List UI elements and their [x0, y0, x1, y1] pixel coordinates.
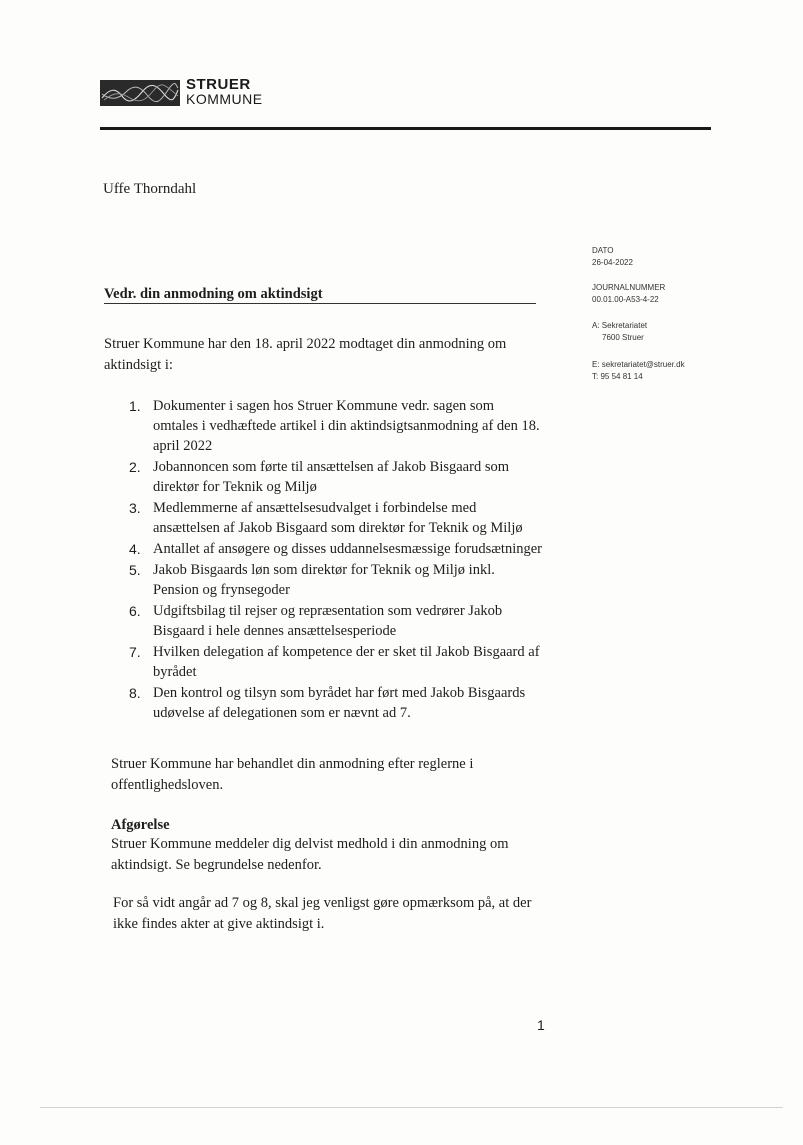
decision-paragraph: Struer Kommune meddeler dig delvist medhold i din anmodning om aktindsigt. Se begrundelse nedenfor. [111, 836, 509, 873]
list-item-text: Udgiftsbilag til rejser og repræsentation som vedrører Jakob Bisgaard i hele dennes ansættelsesperiode [153, 603, 503, 639]
subject-underline [104, 303, 536, 304]
list-item [122, 601, 542, 641]
list-item-number: 4. [129, 541, 141, 557]
list-item-number: 8. [129, 685, 141, 701]
rules-paragraph: Struer Kommune har behandlet din anmodning efter reglerne i offentlighedsloven. [111, 756, 474, 793]
list-item-number: 2. [129, 459, 141, 475]
struer-kommune-logo [186, 77, 263, 107]
list-item-text: Antallet af ansøgere og disses uddannelsesmæssige forudsætninger [153, 541, 543, 557]
list-item-text: Dokumenter i sagen hos Struer Kommune vedr. sagen som omtales i vedhæftede artikel i din aktindsigtsanmodning af den 18. april 2022 [153, 398, 540, 454]
final-paragraph: For så vidt angår ad 7 og 8, skal jeg venligst gøre opmærksom på, at der ikke findes akter at give aktindsigt i. [113, 895, 532, 932]
recipient-name: Uffe Thorndahl [103, 181, 197, 197]
decision-heading: Afgørelse [111, 817, 170, 833]
list-item [122, 560, 542, 600]
page-number: 1 [537, 1017, 545, 1033]
contact-phone: T: 95 54 81 14 [592, 372, 643, 381]
header-divider [100, 127, 711, 130]
address-line1: A: Sekretariatet [592, 321, 648, 330]
list-item [122, 539, 542, 559]
list-item [122, 642, 542, 682]
contact-block [592, 359, 685, 383]
list-item-text: Medlemmerne af ansættelsesudvalget i forbindelse med ansættelsen af Jakob Bisgaard som direktør for Teknik og Miljø [153, 500, 523, 536]
list-item-text: Hvilken delegation af kompetence der er sket til Jakob Bisgaard af byrådet [153, 644, 540, 680]
list-item-number: 1. [129, 398, 141, 414]
logo-line2: KOMMUNE [186, 91, 263, 107]
list-item-number: 6. [129, 603, 141, 619]
list-item-number: 7. [129, 644, 141, 660]
list-item-text: Jobannoncen som førte til ansættelsen af Jakob Bisgaard som direktør for Teknik og Miljø [153, 459, 509, 495]
journal-value: 00.01.00-A53-4-22 [592, 295, 659, 304]
subject-line: Vedr. din anmodning om aktindsigt [104, 286, 323, 302]
date-block [592, 245, 633, 269]
date-label: DATO [592, 246, 614, 255]
address-block [592, 320, 647, 344]
list-item-text: Den kontrol og tilsyn som byrådet har ført med Jakob Bisgaards udøvelse af delegationen som er nævnt ad 7. [153, 685, 526, 721]
list-item [122, 498, 542, 538]
struer-wave-logo-icon [100, 80, 180, 106]
address-line2: 7600 Struer [602, 333, 644, 342]
journal-block [592, 282, 665, 306]
list-item [122, 683, 542, 723]
list-item [122, 457, 542, 497]
contact-email: E: sekretariatet@struer.dk [592, 360, 685, 369]
list-item-number: 3. [129, 500, 141, 516]
logo-line1: STRUER [186, 76, 251, 93]
date-value: 26-04-2022 [592, 258, 633, 267]
scan-edge-line [40, 1107, 783, 1108]
list-item [122, 396, 542, 456]
request-list [122, 396, 542, 724]
list-item-number: 5. [129, 562, 141, 578]
intro-paragraph: Struer Kommune har den 18. april 2022 modtaget din anmodning om aktindsigt i: [104, 336, 507, 373]
journal-label: JOURNALNUMMER [592, 283, 666, 292]
list-item-text: Jakob Bisgaards løn som direktør for Teknik og Miljø inkl. Pension og frynsegoder [153, 562, 495, 598]
